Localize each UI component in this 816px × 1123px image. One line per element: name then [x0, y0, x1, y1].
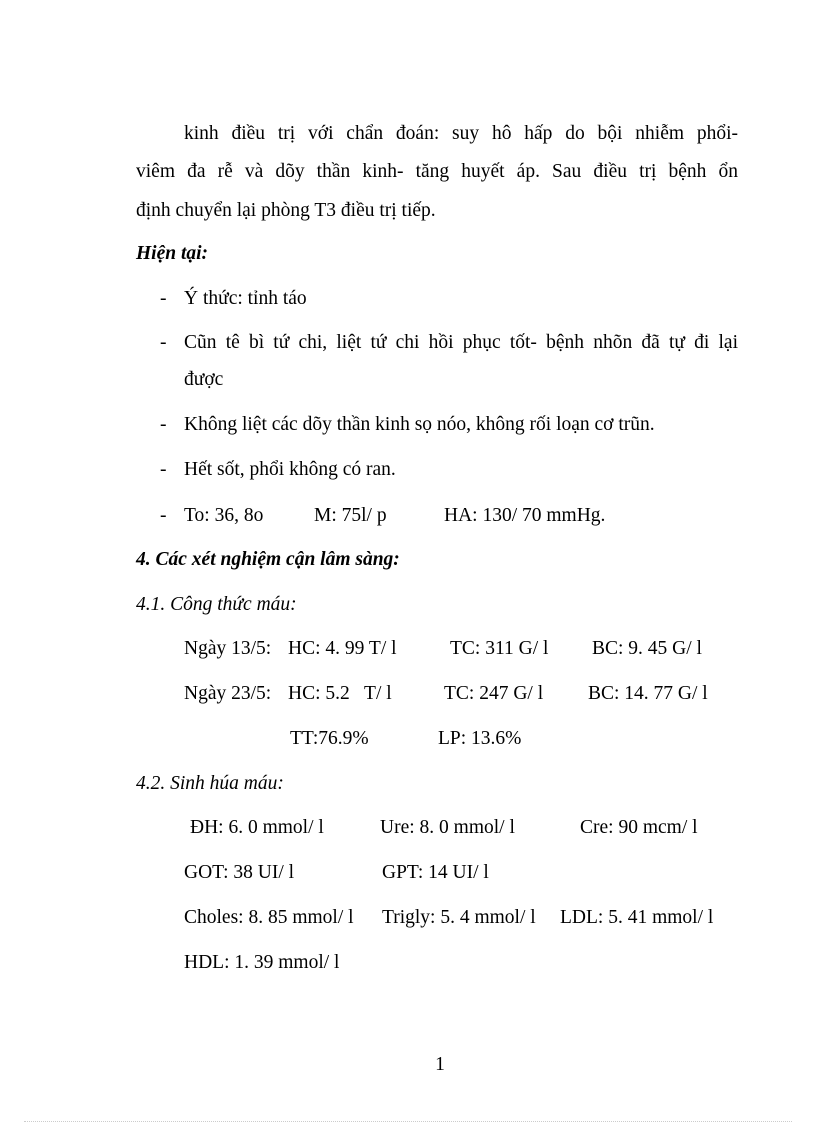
- biochem-creatinine: Cre: 90 mcm/ l: [580, 817, 698, 838]
- blood-count-lp: LP: 13.6%: [438, 728, 522, 749]
- vital-pulse: M: 75l/ p: [314, 505, 387, 526]
- blood-count-hc-1: HC: 4. 99 T/ l: [288, 638, 397, 659]
- bullet-dash-2: -: [160, 332, 167, 353]
- current-status-heading: Hiện tại:: [136, 243, 209, 264]
- status-item-limbs-continuation: được: [184, 369, 224, 390]
- blood-count-heading: 4.1. Công thức máu:: [136, 594, 297, 615]
- biochem-got: GOT: 38 UI/ l: [184, 862, 295, 883]
- intro-line-2: viêm đa rễ và dõy thần kinh- tăng huyết áp. Sau điều trị bệnh ổn: [136, 161, 738, 182]
- bullet-dash-3: -: [160, 414, 167, 435]
- biochem-urea: Ure: 8. 0 mmol/ l: [380, 817, 515, 838]
- status-item-limbs: Cũn tê bì tứ chi, liệt tứ chi hồi phục tốt- bệnh nhõn đã tự đi lại: [184, 332, 738, 353]
- biochem-gpt: GPT: 14 UI/ l: [382, 862, 489, 883]
- biochem-glucose: ĐH: 6. 0 mmol/ l: [190, 817, 324, 838]
- status-item-consciousness: Ý thức: tỉnh táo: [184, 288, 307, 309]
- blood-count-tt: TT:76.9%: [290, 728, 369, 749]
- vital-blood-pressure: HA: 130/ 70 mmHg.: [444, 505, 606, 526]
- page-number: 1: [435, 1054, 445, 1075]
- biochem-ldl: LDL: 5. 41 mmol/ l: [560, 907, 714, 928]
- vital-temperature: To: 36, 8o: [184, 505, 264, 526]
- blood-count-tc-1: TC: 311 G/ l: [450, 638, 549, 659]
- blood-count-hc-2: HC: 5.2 T/ l: [288, 683, 392, 704]
- status-item-fever-lungs: Hết sốt, phổi không có ran.: [184, 459, 396, 480]
- biochem-cholesterol: Choles: 8. 85 mmol/ l: [184, 907, 354, 928]
- status-item-cranial-nerves: Không liệt các dõy thần kinh sọ nóo, không rối loạn cơ trũn.: [184, 414, 655, 435]
- blood-count-bc-2: BC: 14. 77 G/ l: [588, 683, 708, 704]
- blood-count-tc-2: TC: 247 G/ l: [444, 683, 544, 704]
- blood-count-bc-1: BC: 9. 45 G/ l: [592, 638, 702, 659]
- bullet-dash-1: -: [160, 288, 167, 309]
- blood-count-date-2: Ngày 23/5:: [184, 683, 272, 704]
- biochem-triglyceride: Trigly: 5. 4 mmol/ l: [382, 907, 536, 928]
- bullet-dash-4: -: [160, 459, 167, 480]
- blood-count-date-1: Ngày 13/5:: [184, 638, 272, 659]
- lab-tests-heading: 4. Các xét nghiệm cận lâm sàng:: [136, 549, 400, 570]
- page-bottom-divider: [24, 1121, 792, 1122]
- bullet-dash-5: -: [160, 505, 167, 526]
- biochem-hdl: HDL: 1. 39 mmol/ l: [184, 952, 340, 973]
- intro-line-3: định chuyển lại phòng T3 điều trị tiếp.: [136, 200, 436, 221]
- intro-line-1: kinh điều trị với chẩn đoán: suy hô hấp do bội nhiễm phổi-: [184, 123, 738, 144]
- biochemistry-heading: 4.2. Sinh húa máu:: [136, 773, 284, 794]
